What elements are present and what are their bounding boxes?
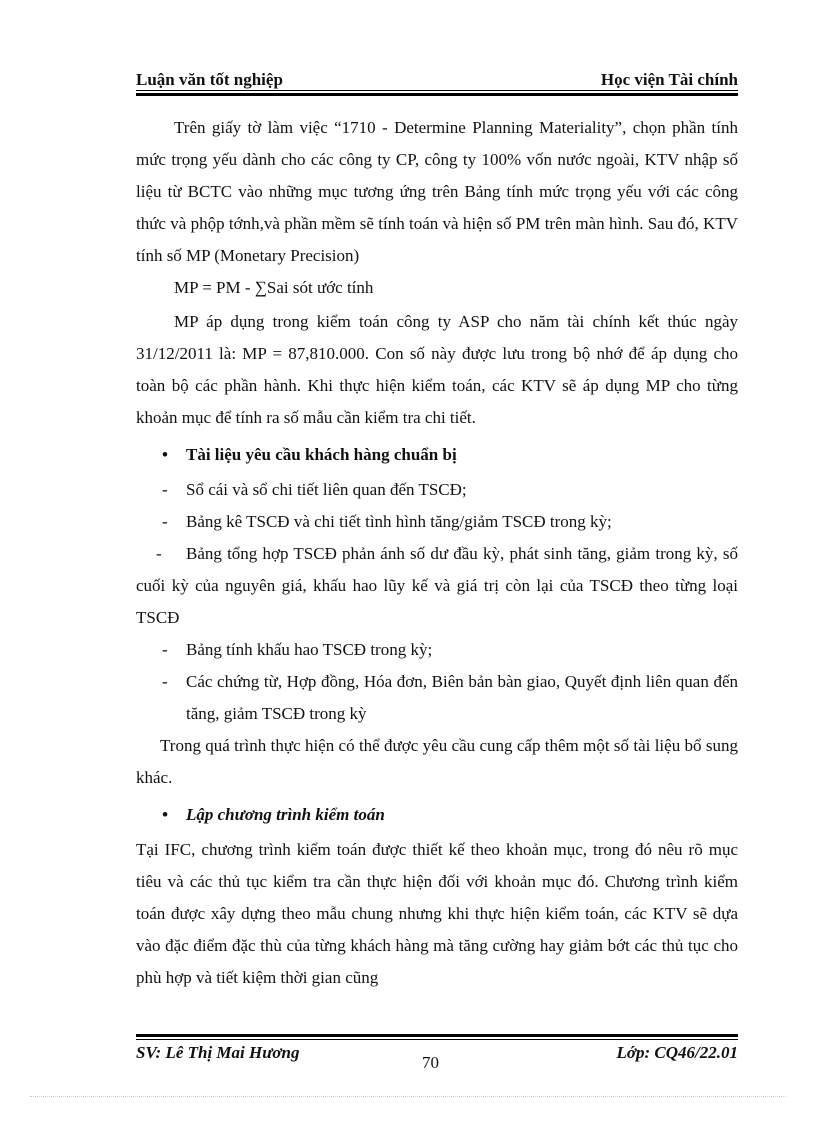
page-footer: [136, 1043, 738, 1072]
paragraph-additional-docs: Trong quá trình thực hiện có thể được yêu cầu cung cấp thêm một số tài liệu bổ sung khác.: [136, 736, 738, 787]
bullet-client-documents: [136, 438, 738, 472]
list-item: - Các chứng từ, Hợp đồng, Hóa đơn, Biên bản bàn giao, Quyết định liên quan đến tăng, giảm TSCĐ trong kỳ: [162, 672, 738, 723]
paragraph-audit-program: Tại IFC, chương trình kiểm toán được thiết kế theo khoản mục, trong đó nêu rõ mục tiêu và các thủ tục kiểm tra cần thực hiện đối với khoản mục đó. Chương trình kiểm toán được xây dựng theo mẫu chung nhưng khi thực hiện kiểm toán, các KTV sẽ dựa vào đặc điểm đặc thù của từng khách hàng mà tăng cường hay giảm bớt các thủ tục cho phù hợp và tiết kiệm thời gian cũng: [136, 840, 738, 987]
formula-mp: MP = PM - ∑Sai sót ước tính: [174, 278, 374, 297]
bullet-dot-icon: •: [162, 805, 168, 824]
bullet-client-documents-label: Tài liệu yêu cầu khách hàng chuẩn bị: [186, 445, 457, 464]
header-rule-thin: [136, 90, 738, 91]
page-header: [136, 68, 738, 90]
bullet-audit-program: [136, 798, 738, 832]
list-item: - Sổ cái và sổ chi tiết liên quan đến TSCĐ;: [162, 480, 467, 499]
footer-rule-thick: [136, 1034, 738, 1037]
list-item: - Bảng kê TSCĐ và chi tiết tình hình tăng/giảm TSCĐ trong kỳ;: [162, 512, 612, 531]
page-number: 70: [422, 1053, 439, 1072]
footer-class: Lớp: CQ46/22.01: [616, 1043, 738, 1062]
header-institution: Học viện Tài chính: [600, 70, 738, 89]
list-item: - Bảng tính khấu hao TSCĐ trong kỳ;: [162, 640, 433, 659]
bullet-audit-program-label: Lập chương trình kiểm toán: [186, 805, 385, 824]
page-body: [136, 112, 738, 994]
bullet-dot-icon: •: [162, 445, 168, 464]
paragraph-mp-applied: MP áp dụng trong kiểm toán công ty ASP cho năm tài chính kết thúc ngày 31/12/2011 là: MP = 87,810.000. Con số này được lưu trong bộ nhớ để áp dụng cho toàn bộ các phần hành. Khi thực hiện kiểm toán, các KTV sẽ áp dụng MP cho từng khoản mục để tính ra số mẫu cần kiểm tra chi tiết.: [136, 312, 738, 427]
header-rule-thick: [136, 93, 738, 96]
list-item: - Bảng tổng hợp TSCĐ phản ánh số dư đầu kỳ, phát sinh tăng, giảm trong kỳ, số cuối kỳ của nguyên giá, khấu hao lũy kế và giá trị còn lại của TSCĐ theo từng loại TSCĐ: [136, 544, 738, 627]
paragraph-working-paper: Trên giấy tờ làm việc “1710 - Determine Planning Materiality”, chọn phần tính mức trọng yếu dành cho các công ty CP, công ty 100% vốn nước ngoài, KTV nhập số liệu từ BCTC vào những mục tương ứng trên Bảng tính mức trọng yếu với các công thức và phộp tớnh,và phần mềm sẽ tính toán và hiện số PM trên màn hình. Sau đó, KTV tính số MP (Monetary Precision): [136, 118, 738, 265]
footer-rule-thin: [136, 1039, 738, 1040]
footer-student: SV: Lê Thị Mai Hương: [136, 1043, 300, 1062]
page-bottom-divider: [30, 1096, 786, 1097]
header-thesis-label: Luận văn tốt nghiệp: [136, 70, 283, 89]
